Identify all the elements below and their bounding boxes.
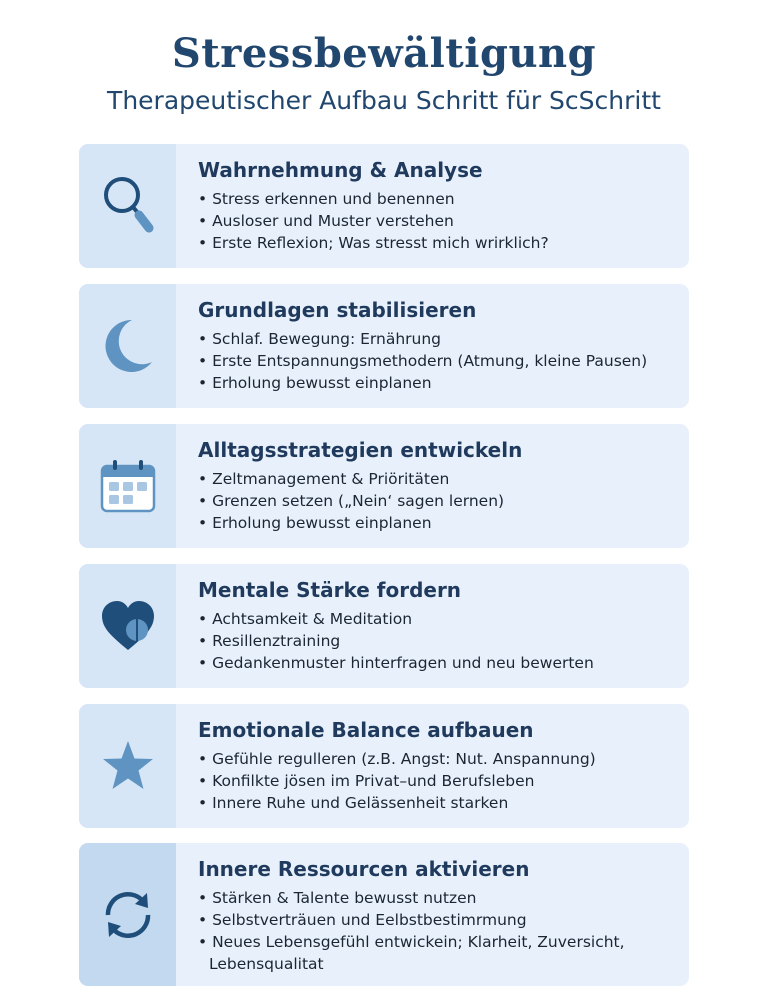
step-card-daily-strategies (79, 424, 689, 548)
list-item: • Erste Entspannungsmethodern (Atmung, kleine Pausen) (198, 350, 679, 372)
step-title: Alltagsstrategien entwickeln (198, 438, 523, 462)
step-list (198, 468, 679, 534)
list-item: • Neues Lebensgefühl entwickein; Klarheit, Zuversicht, Lebensqualitat (198, 931, 679, 975)
step-card-mental-strength (79, 564, 689, 688)
magnifier-icon (98, 171, 158, 241)
moon-icon (98, 314, 158, 378)
icon-column (79, 564, 176, 688)
list-item: • Erholung bewusst einplanen (198, 512, 679, 534)
icon-column (79, 704, 176, 828)
step-title: Emotionale Balance aufbauen (198, 718, 534, 742)
page-title: Stressbewältigung (171, 30, 597, 77)
step-title: Mentale Stärke fordern (198, 578, 462, 602)
icon-column (79, 843, 176, 986)
step-card-foundations (79, 284, 689, 408)
heart-icon (99, 598, 157, 654)
list-item: • Gefühle regulleren (z.B. Angst: Nut. Anspannung) (198, 748, 679, 770)
list-item: • Resillenztraining (198, 630, 679, 652)
step-card-perception (79, 144, 689, 268)
list-item: • Stress erkennen und benennen (198, 188, 679, 210)
list-item: • Schlaf. Bewegung: Ernährung (198, 328, 679, 350)
icon-column (79, 144, 176, 268)
icon-column (79, 424, 176, 548)
cycle-arrows-icon (98, 885, 158, 945)
list-item: • Erste Reflexion; Was stresst mich wrirklich? (198, 232, 679, 254)
step-list (198, 328, 679, 394)
list-item: • Innere Ruhe und Gelässenheit starken (198, 792, 679, 814)
step-list (198, 748, 679, 814)
step-title: Innere Ressourcen aktivieren (198, 857, 530, 881)
list-item: • Gedankenmuster hinterfragen und neu bewerten (198, 652, 679, 674)
step-title: Grundlagen stabilisieren (198, 298, 477, 322)
list-item: • Ausloser und Muster verstehen (198, 210, 679, 232)
list-item: • Erholung bewusst einplanen (198, 372, 679, 394)
list-item: • Achtsamkeit & Meditation (198, 608, 679, 630)
list-item: • Stärken & Talente bewusst nutzen (198, 887, 679, 909)
page-subtitle: Therapeutischer Aufbau Schritt für ScSchritt (107, 86, 661, 115)
step-list (198, 887, 679, 975)
star-icon (100, 739, 156, 793)
step-list (198, 188, 679, 254)
list-item: • Zeltmanagement & Priöritäten (198, 468, 679, 490)
icon-column (79, 284, 176, 408)
step-card-inner-resources (79, 843, 689, 986)
list-item-continuation: Lebensqualitat (209, 955, 324, 973)
list-item: • Selbstverträuen und Eelbstbestimrmung (198, 909, 679, 931)
step-title: Wahrnehmung & Analyse (198, 158, 483, 182)
list-item: • Konfilkte jösen im Privat–und Berufsleben (198, 770, 679, 792)
step-card-emotional-balance (79, 704, 689, 828)
list-item: • Grenzen setzen („Nein‘ sagen lernen) (198, 490, 679, 512)
step-list (198, 608, 679, 674)
calendar-icon (99, 458, 157, 514)
